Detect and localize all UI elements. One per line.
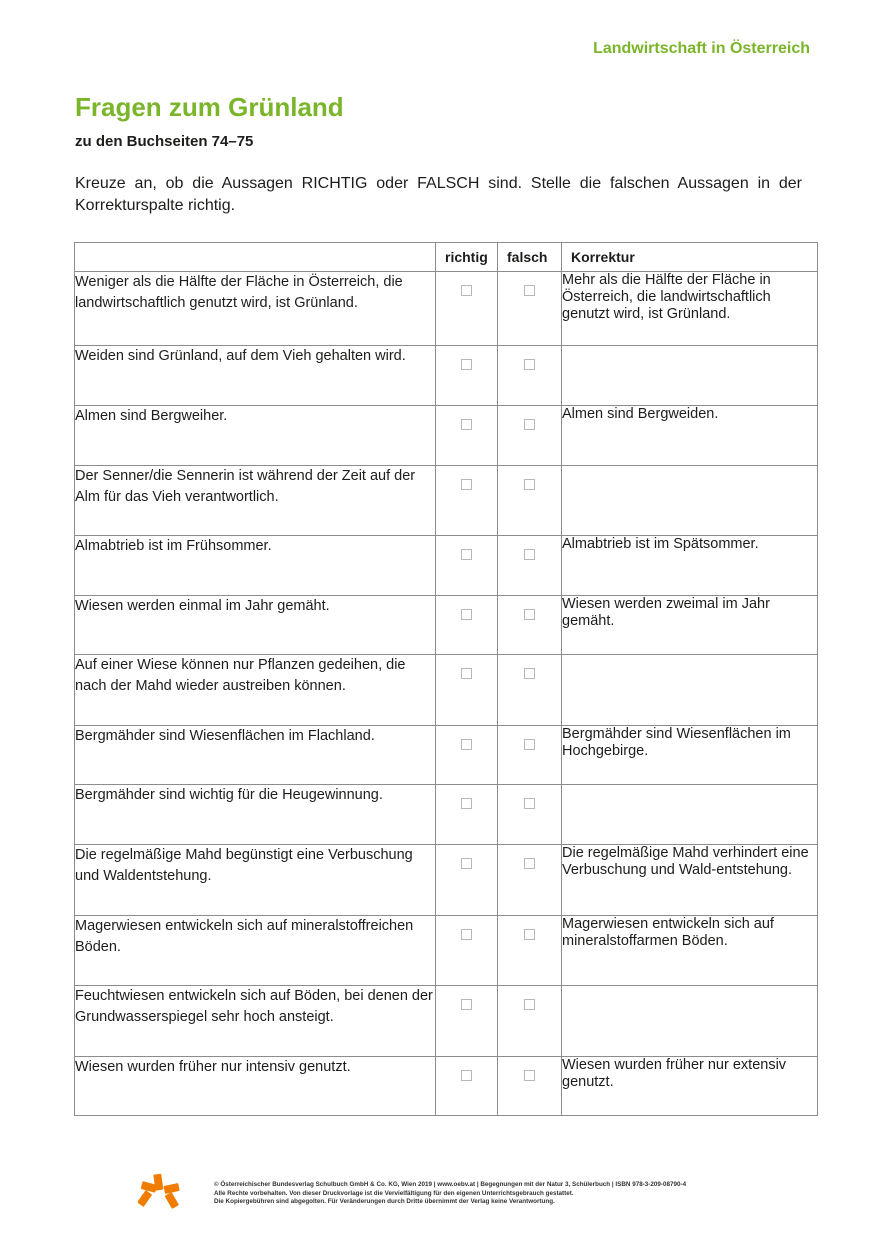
table-row (75, 845, 818, 916)
statement-cell: Weniger als die Hälfte der Fläche in Österreich, die landwirtschaftlich genutzt wird, ist Grünland. (75, 272, 436, 346)
checkbox-richtig-icon[interactable] (461, 419, 472, 430)
correction-cell (562, 986, 818, 1057)
checkbox-cell-richtig (436, 272, 498, 346)
page-subtitle: zu den Buchseiten 74–75 (75, 133, 254, 150)
table-row (75, 346, 818, 406)
table-row (75, 916, 818, 986)
footer-line-2: Alle Rechte vorbehalten. Von dieser Druckvorlage ist die Vervielfältigung für den eigenen Unterrichtsgebrauch gestattet. (214, 1189, 574, 1197)
checkbox-cell-falsch (498, 272, 562, 346)
footer-line-3: Die Kopiergebühren sind abgegolten. Für Veränderungen durch Dritte übernimmt der Verlag keine Verantwortung. (214, 1198, 555, 1205)
checkbox-falsch-icon[interactable] (524, 549, 535, 560)
checkbox-richtig-icon[interactable] (461, 798, 472, 809)
checkbox-cell-richtig (436, 655, 498, 726)
header-korrektur: Korrektur (562, 243, 818, 272)
statement-cell: Wiesen wurden früher nur intensiv genutzt. (75, 1057, 436, 1116)
checkbox-falsch-icon[interactable] (524, 1070, 535, 1081)
checkbox-falsch-icon[interactable] (524, 359, 535, 370)
correction-cell: Bergmähder sind Wiesenflächen im Hochgebirge. (562, 726, 818, 785)
checkbox-richtig-icon[interactable] (461, 858, 472, 869)
checkbox-falsch-icon[interactable] (524, 668, 535, 679)
checkbox-falsch-icon[interactable] (524, 479, 535, 490)
statement-cell: Die regelmäßige Mahd begünstigt eine Verbuschung und Waldentstehung. (75, 845, 436, 916)
quiz-table (74, 242, 818, 1116)
checkbox-cell-falsch (498, 726, 562, 785)
correction-cell: Almen sind Bergweiden. (562, 406, 818, 466)
statement-cell: Almen sind Bergweiher. (75, 406, 436, 466)
correction-cell (562, 346, 818, 406)
checkbox-cell-richtig (436, 346, 498, 406)
checkbox-cell-falsch (498, 596, 562, 655)
checkbox-cell-falsch (498, 845, 562, 916)
checkbox-falsch-icon[interactable] (524, 999, 535, 1010)
checkbox-cell-falsch (498, 406, 562, 466)
statement-cell: Wiesen werden einmal im Jahr gemäht. (75, 596, 436, 655)
statement-cell: Bergmähder sind wichtig für die Heugewinnung. (75, 785, 436, 845)
checkbox-cell-falsch (498, 986, 562, 1057)
header-richtig: richtig (436, 243, 498, 272)
checkbox-cell-richtig (436, 785, 498, 845)
table-row (75, 536, 818, 596)
table-row (75, 726, 818, 785)
checkbox-richtig-icon[interactable] (461, 609, 472, 620)
checkbox-cell-richtig (436, 916, 498, 986)
header-blank (75, 243, 436, 272)
section-header: Landwirtschaft in Österreich (593, 40, 810, 57)
quiz-body (75, 272, 818, 1116)
checkbox-cell-falsch (498, 916, 562, 986)
checkbox-richtig-icon[interactable] (461, 1070, 472, 1081)
table-row (75, 466, 818, 536)
checkbox-cell-richtig (436, 1057, 498, 1116)
table-row (75, 596, 818, 655)
header-falsch: falsch (498, 243, 562, 272)
table-row (75, 406, 818, 466)
checkbox-richtig-icon[interactable] (461, 668, 472, 679)
oebv-star-logo-icon (138, 1172, 182, 1216)
statement-cell: Almabtrieb ist im Frühsommer. (75, 536, 436, 596)
checkbox-falsch-icon[interactable] (524, 858, 535, 869)
checkbox-falsch-icon[interactable] (524, 798, 535, 809)
checkbox-cell-falsch (498, 655, 562, 726)
checkbox-richtig-icon[interactable] (461, 929, 472, 940)
correction-cell: Almabtrieb ist im Spätsommer. (562, 536, 818, 596)
correction-cell: Die regelmäßige Mahd verhindert eine Verbuschung und Wald-entstehung. (562, 845, 818, 916)
checkbox-richtig-icon[interactable] (461, 359, 472, 370)
checkbox-cell-falsch (498, 466, 562, 536)
footer-copyright (214, 1181, 774, 1207)
checkbox-richtig-icon[interactable] (461, 549, 472, 560)
checkbox-falsch-icon[interactable] (524, 285, 535, 296)
checkbox-falsch-icon[interactable] (524, 419, 535, 430)
checkbox-cell-richtig (436, 406, 498, 466)
statement-cell: Bergmähder sind Wiesenflächen im Flachland. (75, 726, 436, 785)
checkbox-cell-richtig (436, 536, 498, 596)
page-title: Fragen zum Grünland (75, 92, 344, 122)
checkbox-richtig-icon[interactable] (461, 999, 472, 1010)
statement-cell: Auf einer Wiese können nur Pflanzen gedeihen, die nach der Mahd wieder austreiben können. (75, 655, 436, 726)
checkbox-cell-richtig (436, 726, 498, 785)
correction-cell: Wiesen wurden früher nur extensiv genutzt. (562, 1057, 818, 1116)
statement-cell: Magerwiesen entwickeln sich auf mineralstoffreichen Böden. (75, 916, 436, 986)
correction-cell (562, 655, 818, 726)
checkbox-cell-richtig (436, 466, 498, 536)
checkbox-richtig-icon[interactable] (461, 739, 472, 750)
checkbox-cell-falsch (498, 536, 562, 596)
correction-cell (562, 466, 818, 536)
statement-cell: Feuchtwiesen entwickeln sich auf Böden, bei denen der Grundwasserspiegel sehr hoch ansteigt. (75, 986, 436, 1057)
checkbox-falsch-icon[interactable] (524, 739, 535, 750)
checkbox-cell-richtig (436, 845, 498, 916)
footer-line-1: © Österreichischer Bundesverlag Schulbuch GmbH & Co. KG, Wien 2019 | www.oebv.at | Begegnungen mit der Natur 3, Schülerbuch | ISBN 978-3-209-08790-4 (214, 1181, 687, 1188)
checkbox-richtig-icon[interactable] (461, 479, 472, 490)
checkbox-cell-falsch (498, 346, 562, 406)
table-row (75, 655, 818, 726)
correction-cell: Wiesen werden zweimal im Jahr gemäht. (562, 596, 818, 655)
checkbox-falsch-icon[interactable] (524, 609, 535, 620)
statement-cell: Weiden sind Grünland, auf dem Vieh gehalten wird. (75, 346, 436, 406)
checkbox-cell-falsch (498, 785, 562, 845)
table-row (75, 785, 818, 845)
checkbox-richtig-icon[interactable] (461, 285, 472, 296)
table-row (75, 272, 818, 346)
checkbox-cell-falsch (498, 1057, 562, 1116)
checkbox-falsch-icon[interactable] (524, 929, 535, 940)
correction-cell: Magerwiesen entwickeln sich auf mineralstoffarmen Böden. (562, 916, 818, 986)
statement-cell: Der Senner/die Sennerin ist während der Zeit auf der Alm für das Vieh verantwortlich. (75, 466, 436, 536)
table-row (75, 1057, 818, 1116)
checkbox-cell-richtig (436, 596, 498, 655)
correction-cell: Mehr als die Hälfte der Fläche in Österreich, die landwirtschaftlich genutzt wird, ist Grünland. (562, 272, 818, 346)
correction-cell (562, 785, 818, 845)
instructions-text: Kreuze an, ob die Aussagen RICHTIG oder FALSCH sind. Stelle die falschen Aussagen in der Korrekturspalte richtig. (75, 175, 802, 214)
checkbox-cell-richtig (436, 986, 498, 1057)
table-row (75, 986, 818, 1057)
